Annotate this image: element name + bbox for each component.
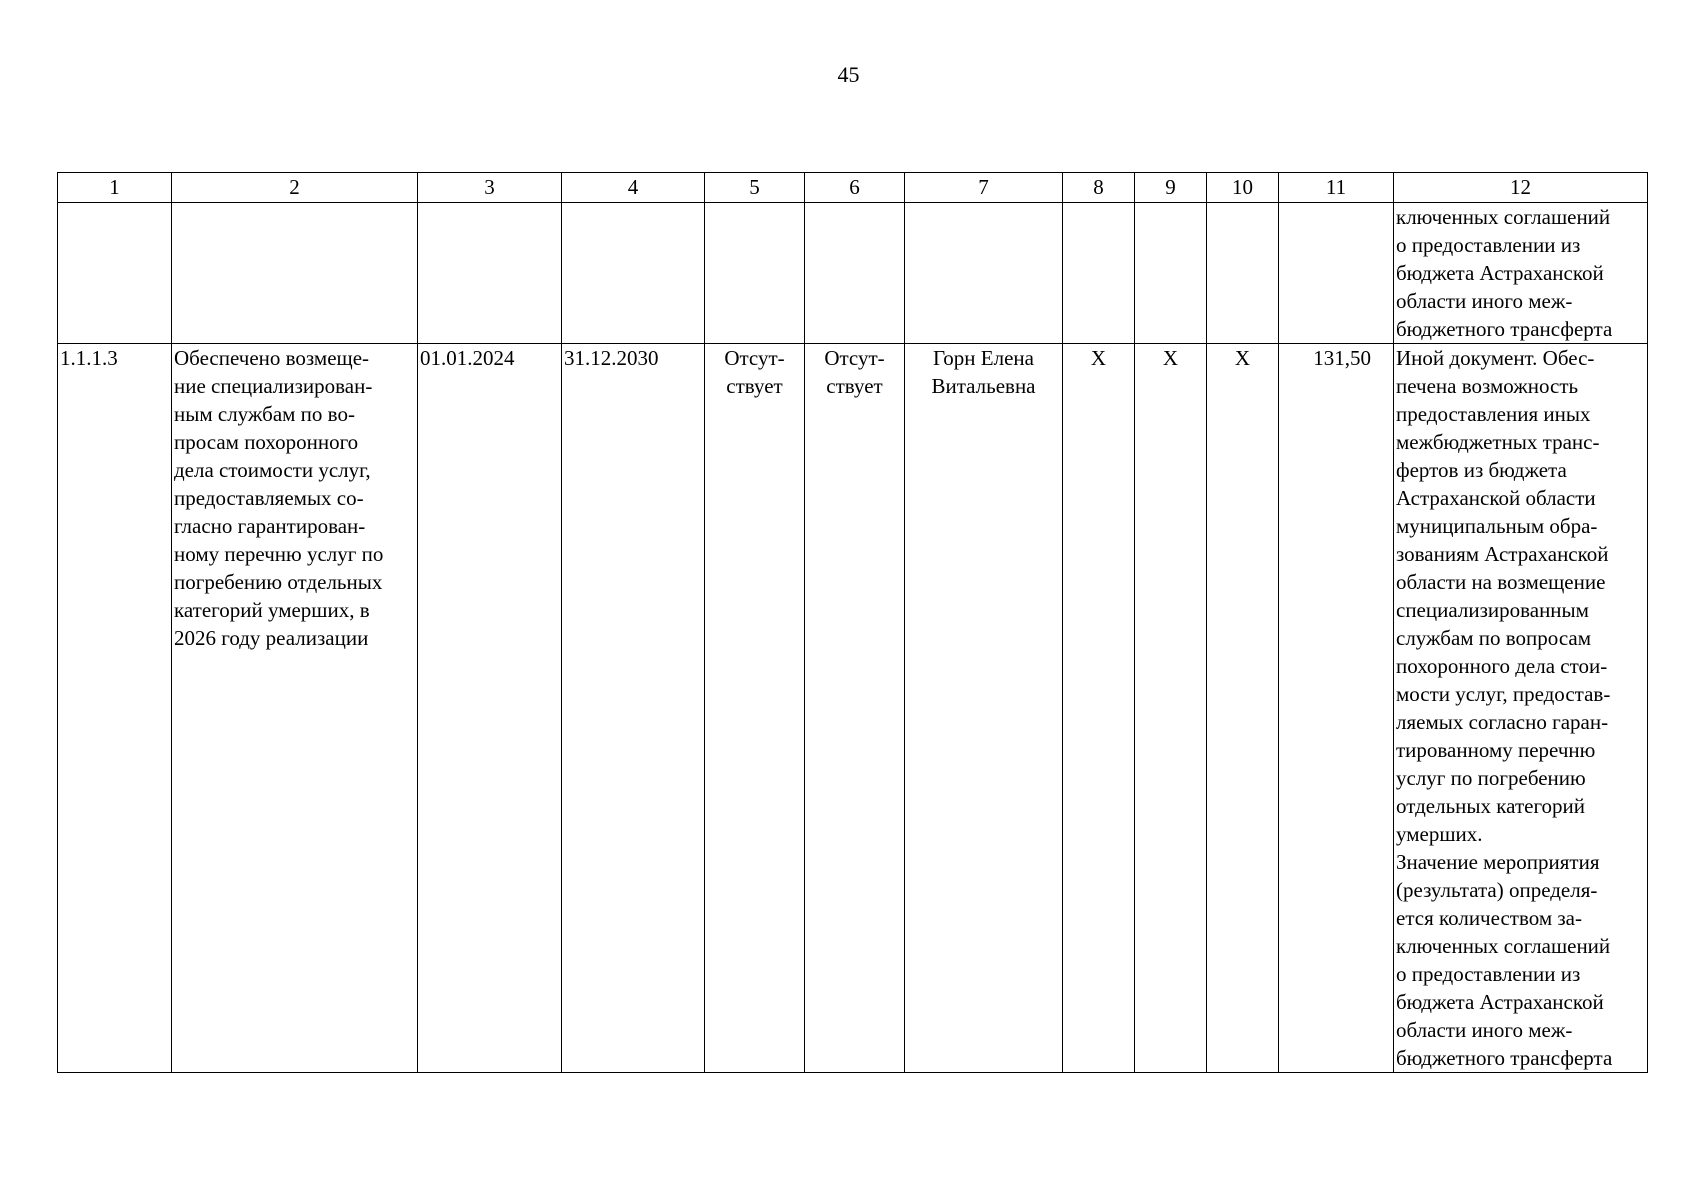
text-line: гласно гарантирован- — [174, 514, 366, 538]
table-row — [58, 344, 1648, 1073]
text-line: предоставления иных — [1396, 402, 1591, 426]
text-line: области на возмещение — [1396, 570, 1606, 594]
text-line: печена возможность — [1396, 374, 1579, 398]
table-cell — [1279, 203, 1394, 344]
column-header: 12 — [1394, 173, 1648, 203]
table-cell — [805, 203, 905, 344]
end-date-cell: 31.12.2030 — [562, 344, 705, 1073]
header-row — [58, 173, 1648, 203]
col8-cell: Х — [1063, 344, 1135, 1073]
table-cell — [1207, 203, 1279, 344]
page-number: 45 — [837, 62, 860, 87]
col5-cell — [705, 344, 805, 1073]
table-cell — [418, 203, 562, 344]
row-name-cell — [172, 344, 418, 1073]
text-line: ключенных соглашений — [1396, 205, 1611, 229]
data-table — [57, 172, 1648, 1073]
text-line: Обеспечено возмеще- — [174, 346, 370, 370]
text-line: службам по вопросам — [1396, 626, 1592, 650]
text-line: похоронного дела стои- — [1396, 654, 1608, 678]
text-line: ствует — [726, 374, 783, 398]
column-header: 5 — [705, 173, 805, 203]
col9-cell: Х — [1135, 344, 1207, 1073]
text-line: ляемых согласно гаран- — [1396, 710, 1609, 734]
text-line: Астраханской области — [1396, 486, 1596, 510]
text-line: мости услуг, предостав- — [1396, 682, 1611, 706]
text-line: тированному перечню — [1396, 738, 1596, 762]
column-header: 8 — [1063, 173, 1135, 203]
text-line: ствует — [826, 374, 883, 398]
column-header: 10 — [1207, 173, 1279, 203]
continuation-description-cell — [1394, 203, 1648, 344]
table-cell — [172, 203, 418, 344]
text-line: 2026 году реализации — [174, 626, 369, 650]
text-line: категорий умерших, в — [174, 598, 370, 622]
column-header: 3 — [418, 173, 562, 203]
responsible-cell — [905, 344, 1063, 1073]
col6-cell — [805, 344, 905, 1073]
text-line: отдельных категорий — [1396, 794, 1586, 818]
text-line: бюджета Астраханской — [1396, 261, 1604, 285]
text-line: бюджетного трансферта — [1396, 317, 1613, 341]
text-line: ным службам по во- — [174, 402, 355, 426]
text-line: Витальевна — [931, 374, 1036, 398]
text-line: муниципальным обра- — [1396, 514, 1598, 538]
text-line: межбюджетных транс- — [1396, 430, 1600, 454]
text-line: (результата) определя- — [1396, 878, 1598, 902]
text-line: бюджетного трансферта — [1396, 1046, 1613, 1070]
text-line: о предоставлении из — [1396, 233, 1581, 257]
column-header: 9 — [1135, 173, 1207, 203]
description-cell — [1394, 344, 1648, 1073]
column-header: 4 — [562, 173, 705, 203]
amount-cell: 131,50 — [1279, 344, 1394, 1073]
text-line: Иной документ. Обес- — [1396, 346, 1595, 370]
text-line: умерших. — [1396, 822, 1483, 846]
text-line: дела стоимости услуг, — [174, 458, 371, 482]
table-cell — [1135, 203, 1207, 344]
text-line: Отсут- — [724, 346, 785, 370]
text-line: ние специализирован- — [174, 374, 373, 398]
column-header: 11 — [1279, 173, 1394, 203]
text-line: бюджета Астраханской — [1396, 990, 1604, 1014]
column-header: 2 — [172, 173, 418, 203]
text-line: услуг по погребению — [1396, 766, 1586, 790]
text-line: области иного меж- — [1396, 1018, 1573, 1042]
column-header: 7 — [905, 173, 1063, 203]
table-cell — [905, 203, 1063, 344]
text-line: Отсут- — [824, 346, 885, 370]
text-line: зованиям Астраханской — [1396, 542, 1609, 566]
start-date-cell: 01.01.2024 — [418, 344, 562, 1073]
text-line: просам похоронного — [174, 430, 359, 454]
table-cell — [58, 203, 172, 344]
text-line: предоставляемых со- — [174, 486, 364, 510]
text-line: Значение мероприятия — [1396, 850, 1600, 874]
text-line: о предоставлении из — [1396, 962, 1581, 986]
text-line: области иного меж- — [1396, 289, 1573, 313]
text-line: фертов из бюджета — [1396, 458, 1567, 482]
text-line: погребению отдельных — [174, 570, 383, 594]
table-cell — [1063, 203, 1135, 344]
text-line: ется количеством за- — [1396, 906, 1582, 930]
table-cell — [562, 203, 705, 344]
col10-cell: Х — [1207, 344, 1279, 1073]
text-line: ключенных соглашений — [1396, 934, 1611, 958]
column-header: 1 — [58, 173, 172, 203]
continuation-row — [58, 203, 1648, 344]
text-line: Горн Елена — [933, 346, 1034, 370]
column-header: 6 — [805, 173, 905, 203]
text-line: специализированным — [1396, 598, 1589, 622]
text-line: ному перечню услуг по — [174, 542, 384, 566]
row-id-cell: 1.1.1.3 — [58, 344, 172, 1073]
table-cell — [705, 203, 805, 344]
